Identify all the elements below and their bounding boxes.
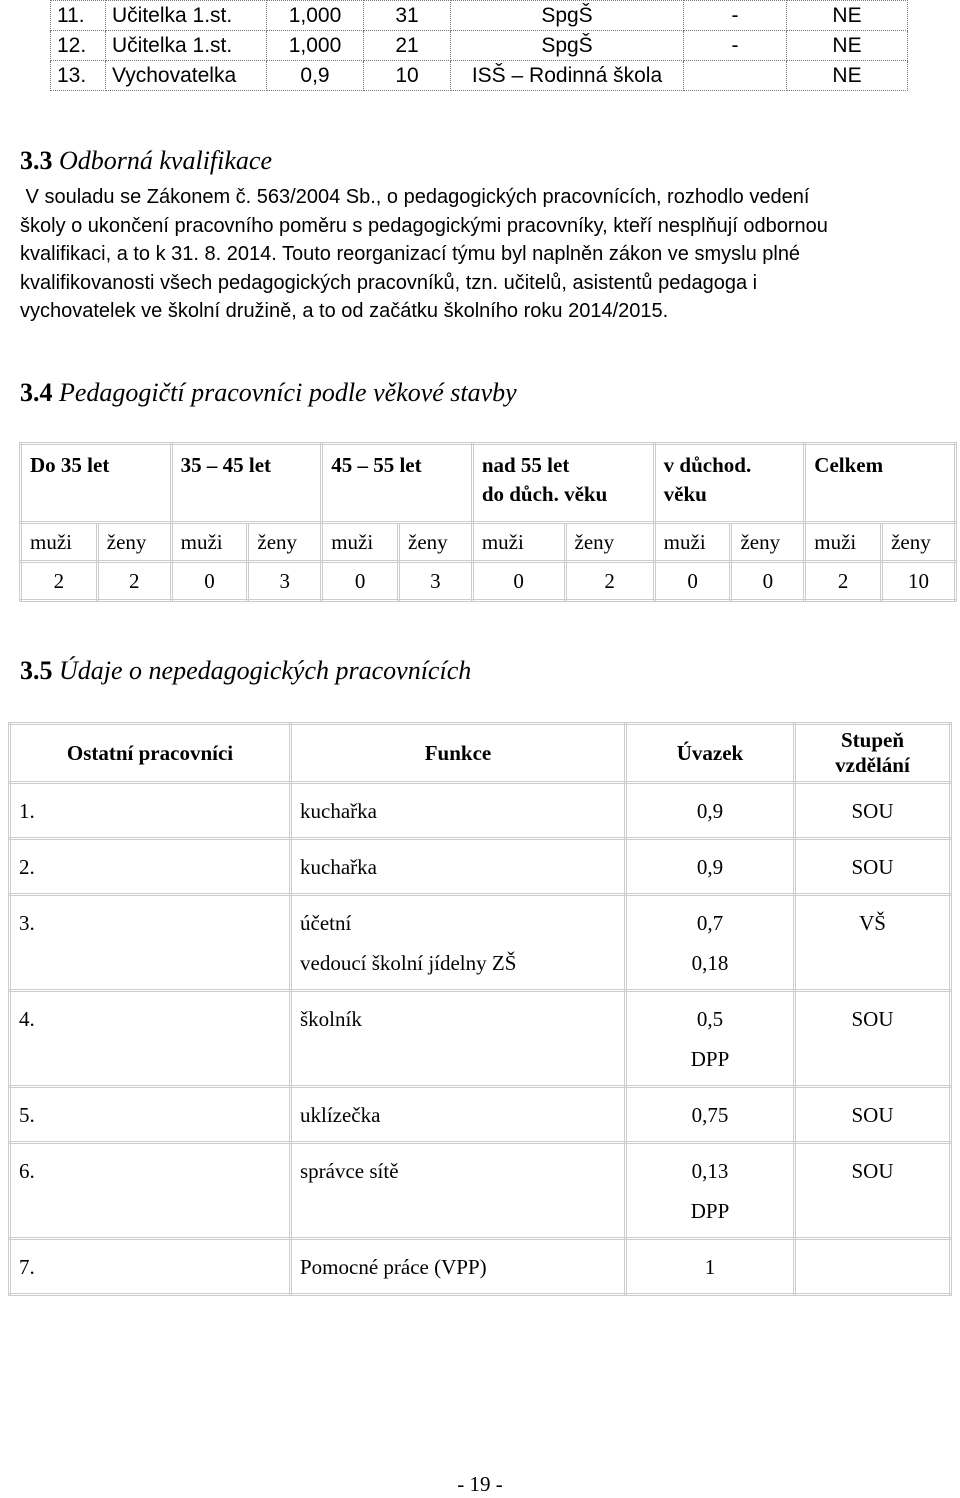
education-cell bbox=[795, 1239, 951, 1295]
gender-label: muži bbox=[171, 523, 248, 562]
paragraph-line: V souladu se Zákonem č. 563/2004 Sb., o pedagogických pracovnících, rozhodlo vedení bbox=[20, 186, 810, 208]
load-cell bbox=[626, 839, 795, 895]
table-row bbox=[51, 31, 908, 61]
count-value: 0 bbox=[171, 562, 248, 601]
header-row bbox=[10, 724, 951, 783]
load-cell bbox=[626, 783, 795, 839]
function-text: správce sítě bbox=[300, 1159, 399, 1183]
count-value: 10 bbox=[882, 562, 956, 601]
row-number-text: 2. bbox=[19, 855, 35, 879]
age-group-label: nad 55 let bbox=[481, 453, 570, 477]
function-text: kuchařka bbox=[300, 855, 377, 879]
staff-table bbox=[50, 0, 908, 91]
paragraph-line: kvalifikaci, a to k 31. 8. 2014. Touto reorganizací týmu byl naplněn zákon ve smyslu plné bbox=[20, 243, 801, 265]
age-group-header-row bbox=[21, 444, 956, 523]
row-number-text: 4. bbox=[19, 1007, 35, 1031]
paragraph-line: vychovatelek ve školní družině, a to od začátku školního roku 2014/2015. bbox=[20, 300, 669, 322]
count-value: 0 bbox=[654, 562, 731, 601]
age-group-label: Celkem bbox=[814, 453, 884, 477]
row-number bbox=[10, 1239, 291, 1295]
education-text: SOU bbox=[851, 1103, 894, 1127]
load-text: 0,75 bbox=[691, 1103, 729, 1127]
age-group-header bbox=[654, 444, 805, 523]
age-group-header bbox=[322, 444, 473, 523]
table-row bbox=[10, 991, 951, 1087]
paragraph-line: kvalifikovanosti všech pedagogických pracovníků, tzn. učitelů, asistentů pedagoga i bbox=[20, 271, 758, 294]
section-number: 3.3 bbox=[20, 146, 53, 175]
table-row bbox=[10, 1143, 951, 1239]
gender-label: muži bbox=[21, 523, 98, 562]
education-text: VŠ bbox=[859, 911, 886, 935]
count-value: 2 bbox=[565, 562, 654, 601]
age-group-header bbox=[21, 444, 172, 523]
row-number-text: 5. bbox=[19, 1103, 35, 1127]
table-cell: 1,000 bbox=[267, 1, 364, 31]
row-number bbox=[10, 991, 291, 1087]
age-structure-table bbox=[19, 442, 957, 602]
gender-label: muži bbox=[805, 523, 882, 562]
education-cell bbox=[795, 991, 951, 1087]
education-cell bbox=[795, 783, 951, 839]
education-cell bbox=[795, 895, 951, 991]
education-text: SOU bbox=[851, 1007, 894, 1031]
table-cell: NE bbox=[787, 31, 908, 61]
age-group-label: Do 35 let bbox=[30, 453, 110, 477]
table-cell: 11. bbox=[51, 1, 106, 31]
education-text: SOU bbox=[851, 855, 894, 879]
function-cell bbox=[291, 783, 626, 839]
table-cell bbox=[684, 61, 787, 91]
gender-row bbox=[21, 523, 956, 562]
function-cell bbox=[291, 991, 626, 1087]
gender-label: ženy bbox=[399, 523, 473, 562]
table-cell: 10 bbox=[364, 61, 451, 91]
age-group-label: 45 – 55 let bbox=[331, 453, 422, 477]
function-text: Pomocné práce (VPP) bbox=[300, 1255, 487, 1279]
non-pedagogical-staff-table bbox=[8, 722, 952, 1296]
function-cell bbox=[291, 1143, 626, 1239]
function-text: vedoucí školní jídelny ZŠ bbox=[300, 951, 517, 975]
load-text: 0,9 bbox=[696, 799, 724, 823]
load-text: 0,9 bbox=[696, 855, 724, 879]
age-table-body bbox=[21, 444, 956, 601]
education-cell bbox=[795, 1143, 951, 1239]
table-cell: 13. bbox=[51, 61, 106, 91]
gender-label: muži bbox=[654, 523, 731, 562]
column-header: Úvazek bbox=[626, 724, 795, 783]
function-cell bbox=[291, 895, 626, 991]
load-cell bbox=[626, 1143, 795, 1239]
row-number-text: 6. bbox=[19, 1159, 35, 1183]
qualification-paragraph bbox=[20, 183, 940, 326]
section-title: Údaje o nepedagogických pracovnících bbox=[59, 656, 472, 685]
age-group-label: v důchod. bbox=[663, 453, 752, 477]
load-text: 0,7 bbox=[696, 911, 724, 935]
table-row bbox=[51, 61, 908, 91]
column-header: Stupeň vzdělání bbox=[795, 724, 951, 783]
section-title: Odborná kvalifikace bbox=[59, 146, 272, 175]
load-text: 0,18 bbox=[691, 951, 729, 975]
function-cell bbox=[291, 1087, 626, 1143]
row-number bbox=[10, 895, 291, 991]
education-text bbox=[804, 1247, 941, 1287]
table-row bbox=[10, 895, 951, 991]
function-cell bbox=[291, 1239, 626, 1295]
count-value: 0 bbox=[472, 562, 565, 601]
age-group-sublabel: do důch. věku bbox=[481, 482, 608, 506]
count-value: 3 bbox=[248, 562, 322, 601]
gender-label: ženy bbox=[882, 523, 956, 562]
count-row bbox=[21, 562, 956, 601]
gender-label: muži bbox=[472, 523, 565, 562]
load-text: 1 bbox=[704, 1255, 716, 1279]
age-group-sublabel: věku bbox=[663, 482, 707, 506]
staff-table-body bbox=[51, 1, 908, 91]
section-number: 3.5 bbox=[20, 656, 53, 685]
table-cell: ISŠ – Rodinná škola bbox=[451, 61, 684, 91]
load-text: DPP bbox=[690, 1047, 730, 1071]
load-text: 0,5 bbox=[696, 1007, 724, 1031]
row-number-text: 1. bbox=[19, 799, 35, 823]
table-cell: - bbox=[684, 31, 787, 61]
table-cell: Učitelka 1.st. bbox=[106, 31, 267, 61]
section-number: 3.4 bbox=[20, 378, 53, 407]
table-cell: SpgŠ bbox=[451, 31, 684, 61]
gender-label: ženy bbox=[565, 523, 654, 562]
row-number bbox=[10, 1143, 291, 1239]
count-value: 2 bbox=[21, 562, 98, 601]
table-cell: - bbox=[684, 1, 787, 31]
table-cell: SpgŠ bbox=[451, 1, 684, 31]
table-cell: NE bbox=[787, 1, 908, 31]
function-text: uklízečka bbox=[300, 1103, 381, 1127]
column-header: Funkce bbox=[291, 724, 626, 783]
table-cell: 0,9 bbox=[267, 61, 364, 91]
load-text: DPP bbox=[690, 1199, 730, 1223]
function-text: účetní bbox=[300, 911, 352, 935]
section-title: Pedagogičtí pracovníci podle věkové stavby bbox=[59, 378, 517, 407]
function-cell bbox=[291, 839, 626, 895]
page-number: - 19 - bbox=[457, 1472, 503, 1496]
nonped-table-body bbox=[10, 724, 951, 1295]
count-value: 2 bbox=[97, 562, 171, 601]
age-group-header bbox=[171, 444, 322, 523]
table-row bbox=[10, 1087, 951, 1143]
education-text: SOU bbox=[851, 1159, 894, 1183]
table-cell: 21 bbox=[364, 31, 451, 61]
table-cell: Učitelka 1.st. bbox=[106, 1, 267, 31]
table-cell: 1,000 bbox=[267, 31, 364, 61]
count-value: 3 bbox=[399, 562, 473, 601]
education-cell bbox=[795, 1087, 951, 1143]
gender-label: ženy bbox=[731, 523, 805, 562]
load-cell bbox=[626, 1239, 795, 1295]
row-number bbox=[10, 783, 291, 839]
education-cell bbox=[795, 839, 951, 895]
count-value: 0 bbox=[731, 562, 805, 601]
education-text: SOU bbox=[851, 799, 894, 823]
age-group-header bbox=[472, 444, 654, 523]
table-cell: 31 bbox=[364, 1, 451, 31]
load-cell bbox=[626, 895, 795, 991]
section-3-3-heading bbox=[20, 146, 272, 176]
count-value: 2 bbox=[805, 562, 882, 601]
row-number-text: 3. bbox=[19, 911, 35, 935]
column-header: Ostatní pracovníci bbox=[10, 724, 291, 783]
table-row bbox=[51, 1, 908, 31]
load-text: 0,13 bbox=[691, 1159, 729, 1183]
table-cell: 12. bbox=[51, 31, 106, 61]
table-cell: NE bbox=[787, 61, 908, 91]
row-number-text: 7. bbox=[19, 1255, 35, 1279]
row-number bbox=[10, 839, 291, 895]
function-text: školník bbox=[300, 1007, 362, 1031]
load-cell bbox=[626, 1087, 795, 1143]
row-number bbox=[10, 1087, 291, 1143]
function-text: kuchařka bbox=[300, 799, 377, 823]
table-row bbox=[10, 839, 951, 895]
table-cell: Vychovatelka bbox=[106, 61, 267, 91]
age-group-label: 35 – 45 let bbox=[180, 453, 272, 477]
age-group-header bbox=[805, 444, 956, 523]
count-value: 0 bbox=[322, 562, 399, 601]
gender-label: ženy bbox=[248, 523, 322, 562]
gender-label: ženy bbox=[97, 523, 171, 562]
gender-label: muži bbox=[322, 523, 399, 562]
section-3-5-heading bbox=[20, 656, 471, 686]
table-row bbox=[10, 1239, 951, 1295]
load-cell bbox=[626, 991, 795, 1087]
table-row bbox=[10, 783, 951, 839]
paragraph-line: školy o ukončení pracovního poměru s pedagogickými pracovníky, kteří nesplňují odbornou bbox=[20, 214, 828, 237]
section-3-4-heading bbox=[20, 378, 517, 408]
